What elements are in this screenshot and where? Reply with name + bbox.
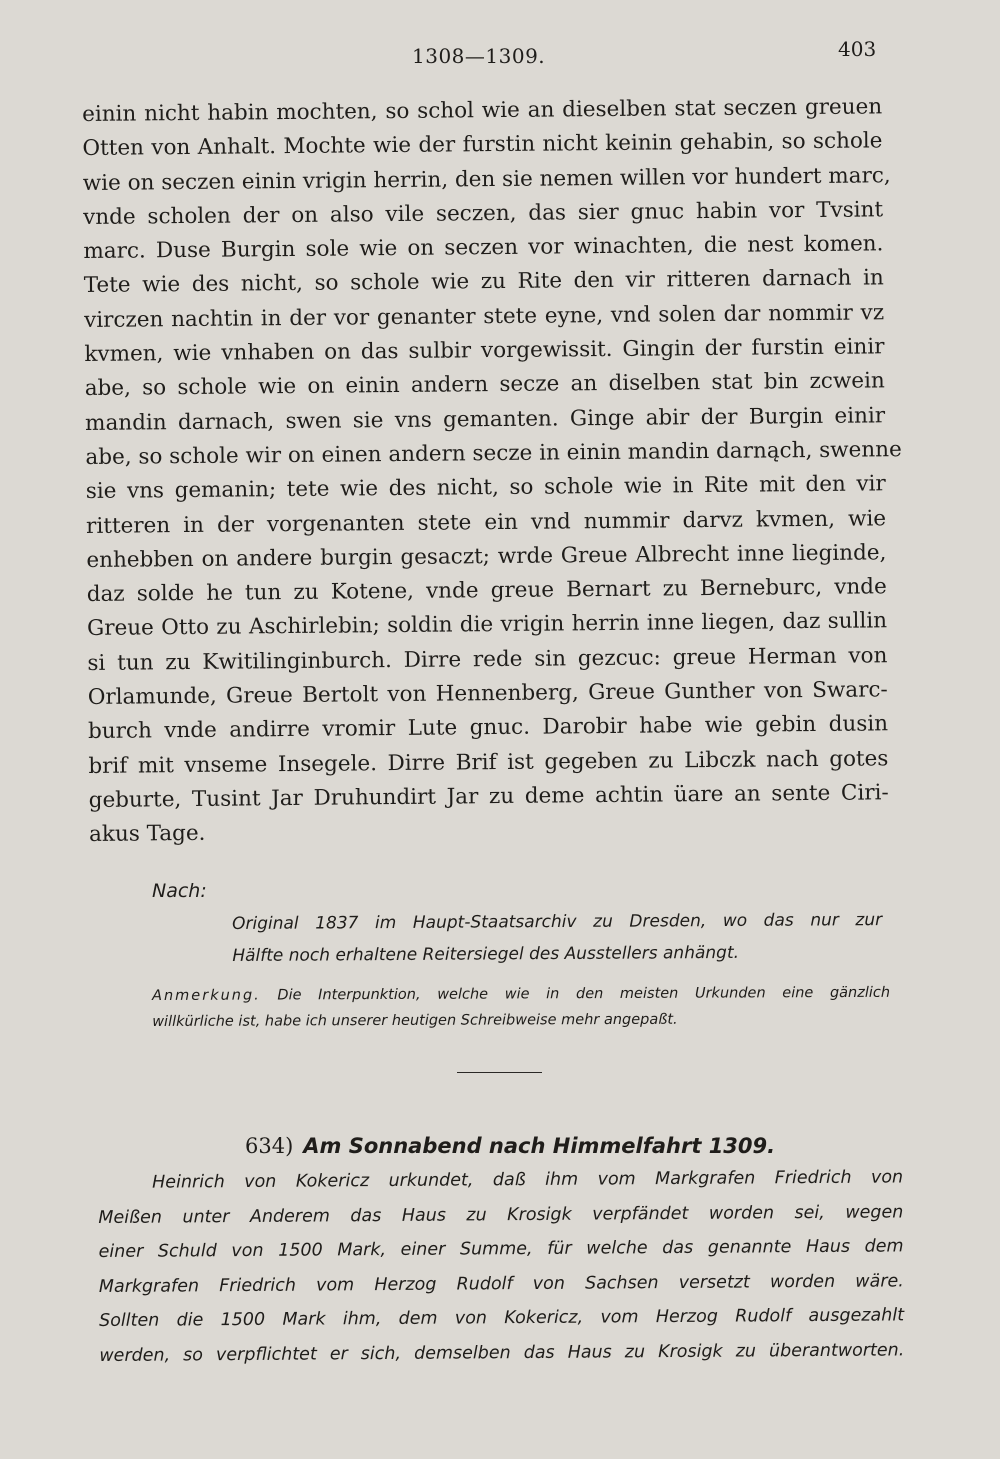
section-divider — [457, 1072, 542, 1073]
text-line: Tete wie des nicht, so schole wie zu Rite den vir ritteren darnach in — [83, 265, 884, 299]
text-line: marc. Duse Burgin sole wie on seczen vor winachten, die nest komen. — [83, 231, 884, 265]
summary-line: Markgrafen Friedrich vom Herzog Rudolf von Sachsen versetzt worden wäre. — [98, 1270, 904, 1297]
text-line: daz solde he tun zu Kotene, vnde greue Bernart zu Berneburc, vnde — [86, 574, 887, 608]
summary-line: Heinrich von Kokericz urkundet, daß ihm vom Markgrafen Friedrich von — [152, 1167, 904, 1193]
note-line: willkürliche ist, habe ich unserer heutigen Schreibweise mehr angepaßt. — [152, 1011, 678, 1030]
note-line — [152, 980, 890, 1009]
text-line: Greue Otto zu Aschirlebin; soldin die vrigin herrin inne liegen, daz sullin — [86, 608, 888, 642]
text-line: geburte, Tusint Jar Druhundirt Jar zu deme achtin üare an sente Ciri- — [88, 780, 889, 813]
text-line: Orlamunde, Greue Bertolt von Hennenberg, Greue Gunther von Swarc- — [87, 677, 888, 711]
text-line: brif mit vnseme Insegele. Dirre Brif ist gegeben zu Libczk nach gotes — [88, 745, 889, 779]
note-label: Anmerkung. — [152, 987, 261, 1004]
text-line: abe, so schole wie on einin andern secze an diselben stat bin zcwein — [84, 368, 885, 402]
text-line: akus Tage. — [88, 821, 206, 848]
source-label: Nach: — [152, 880, 207, 902]
text-line: einin nicht habin mochten, so schol wie an dieselben stat seczen greuen — [82, 94, 883, 127]
note-text: Die Interpunktion, welche wie in den meisten Urkunden eine gänzlich — [277, 984, 891, 1004]
text-line: kvmen, wie vnhaben on das sulbir vorgewissit. Gingin der furstin einir — [84, 334, 885, 368]
section-title: Am Sonnabend nach Himmelfahrt 1309. — [303, 1134, 776, 1158]
text-line: abe, so schole wir on einen andern secze in einin mandin darnąch, swenne — [85, 437, 902, 470]
summary-line: Meißen unter Anderem das Haus zu Krosigk verpfändet worden sei, wegen — [98, 1201, 904, 1228]
text-line: enhebben on andere burgin gesaczt; wrde Greue Albrecht inne lieginde, — [86, 540, 887, 573]
text-line: Otten von Anhalt. Mochte wie der furstin nicht keinin gehabin, so schole — [82, 128, 883, 162]
text-line: sie vns gemanin; tete wie des nicht, so schole wie in Rite mit den vir — [85, 471, 886, 505]
section-number: 634) — [245, 1134, 294, 1158]
section-heading — [245, 1134, 775, 1158]
source-line: Hälfte noch erhaltene Reitersiegel des Ausstellers anhängt. — [232, 942, 740, 966]
summary-line: einer Schuld von 1500 Mark, einer Summe, für welche das genannte Haus dem — [98, 1236, 904, 1262]
page-number: 403 — [838, 37, 877, 61]
summary-line: werden, so verpflichtet er sich, demselben das Haus zu Krosigk zu überantworten. — [99, 1339, 905, 1366]
text-line: si tun zu Kwitilinginburch. Dirre rede sin gezcuc: greue Herman von — [87, 643, 888, 676]
text-line: ritteren in der vorgenanten stete ein vnd nummir darvz kvmen, wie — [85, 505, 887, 539]
summary-line: Sollten die 1500 Mark ihm, dem von Kokericz, vom Herzog Rudolf ausgezahlt — [99, 1305, 905, 1331]
text-line: burch vnde andirre vromir Lute gnuc. Darobir habe wie gebin dusin — [87, 711, 889, 745]
source-citation — [232, 904, 882, 972]
text-line: vnde scholen der on also vile seczen, das sier gnuc habin vor Tvsint — [83, 197, 884, 230]
text-line: wie on seczen einin vrigin herrin, den sie nemen willen vor hundert marc, — [82, 162, 891, 196]
text-line: mandin darnach, swen sie vns gemanten. Ginge abir der Burgin einir — [85, 402, 886, 436]
section-summary — [98, 1160, 904, 1373]
running-header-year-range: 1308—1309. — [412, 44, 546, 68]
charter-text — [82, 90, 902, 852]
text-line: virczen nachtin in der vor genanter stete eyne, vnd solen dar nommir vz — [84, 300, 885, 333]
annotation-note — [152, 980, 890, 1035]
source-line: Original 1837 im Haupt-Staatsarchiv zu Dresden, wo das nur zur — [232, 910, 883, 934]
